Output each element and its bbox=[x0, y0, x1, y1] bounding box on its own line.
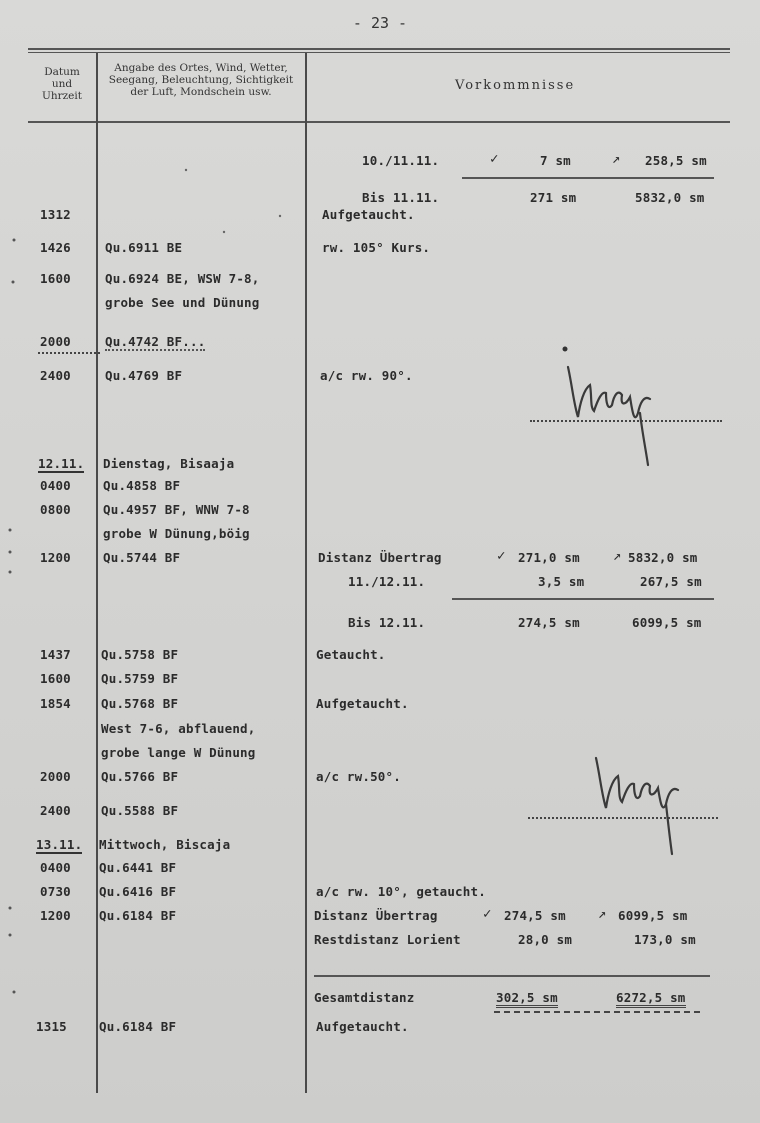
time-1437: 1437 bbox=[40, 647, 71, 662]
weather-1854: West 7-6, abflauend, bbox=[101, 721, 256, 736]
event-1437: Getaucht. bbox=[316, 647, 386, 662]
page-number: - 23 - bbox=[352, 14, 408, 32]
remaining-distance-surfaced: 173,0 sm bbox=[634, 932, 696, 947]
date-12-11: 12.11. bbox=[38, 456, 85, 471]
place-1600: Qu.6924 BE, WSW 7-8, bbox=[105, 271, 260, 286]
event-2400: a/c rw. 90°. bbox=[320, 368, 413, 383]
place-0400-b: Qu.6441 BF bbox=[99, 860, 177, 875]
place-2000: Qu.4742 BF... bbox=[105, 334, 206, 349]
header-date-time: Datum und Uhrzeit bbox=[42, 66, 82, 102]
place-0400: Qu.4858 BF bbox=[103, 478, 181, 493]
distance-carryover-surfaced-2: 6099,5 sm bbox=[618, 908, 688, 923]
time-0400: 0400 bbox=[40, 478, 71, 493]
weather-0800: grobe W Dünung,böig bbox=[103, 526, 250, 541]
total-distance-surfaced: 6272,5 sm bbox=[616, 990, 686, 1008]
event-2000: a/c rw.50°. bbox=[316, 769, 401, 784]
total-until-11-11-label: Bis 11.11. bbox=[362, 190, 440, 205]
place-0730: Qu.6416 BF bbox=[99, 884, 177, 899]
check-mark-icon: ✓ bbox=[483, 906, 492, 922]
total-until-11-11-submerged: 271 sm bbox=[530, 190, 577, 205]
arrow-up-right-icon: ↗ bbox=[612, 151, 621, 167]
day-13-11: Mittwoch, Biscaja bbox=[99, 837, 231, 852]
time-0400-b: 0400 bbox=[40, 860, 71, 875]
distance-period-11-12-submerged: 3,5 sm bbox=[538, 574, 585, 589]
time-0730: 0730 bbox=[40, 884, 71, 899]
place-1315: Qu.6184 BF bbox=[99, 1019, 177, 1034]
event-0730: a/c rw. 10°, getaucht. bbox=[316, 884, 486, 899]
place-2400-b: Qu.5588 BF bbox=[101, 803, 179, 818]
distance-period-11-12: 11./12.11. bbox=[348, 574, 426, 589]
place-1426: Qu.6911 BE bbox=[105, 240, 183, 255]
distance-carryover-label-2: Distanz Übertrag bbox=[314, 908, 438, 923]
distance-carryover-surfaced: 5832,0 sm bbox=[628, 550, 698, 565]
time-0800: 0800 bbox=[40, 502, 71, 517]
place-1200-b: Qu.6184 BF bbox=[99, 908, 177, 923]
time-2400: 2400 bbox=[40, 368, 71, 383]
remaining-distance-lorient-label: Restdistanz Lorient bbox=[314, 932, 461, 947]
place-2400: Qu.4769 BF bbox=[105, 368, 183, 383]
time-1312: 1312 bbox=[40, 207, 71, 222]
time-2000: 2000 bbox=[40, 334, 71, 349]
check-mark-icon: ✓ bbox=[490, 151, 499, 167]
day-12-11: Dienstag, Bisaaja bbox=[103, 456, 235, 471]
remaining-distance-submerged: 28,0 sm bbox=[518, 932, 573, 947]
total-until-12-11-label: Bis 12.11. bbox=[348, 615, 426, 630]
place-1854: Qu.5768 BF bbox=[101, 696, 179, 711]
arrow-up-right-icon: ↗ bbox=[613, 548, 622, 564]
time-1854: 1854 bbox=[40, 696, 71, 711]
header-location-weather: Angabe des Ortes, Wind, Wetter, Seegang, Beleuchtung, Sichtigkeit der Luft, Mondschein usw. bbox=[108, 62, 294, 98]
event-1426: rw. 105° Kurs. bbox=[322, 240, 431, 255]
time-2400-b: 2400 bbox=[40, 803, 71, 818]
distance-period-11-12-surfaced: 267,5 sm bbox=[640, 574, 702, 589]
total-until-12-11-surfaced: 6099,5 sm bbox=[632, 615, 702, 630]
time-1200-b: 1200 bbox=[40, 908, 71, 923]
place-0800: Qu.4957 BF, WNW 7-8 bbox=[103, 502, 250, 517]
check-mark-icon: ✓ bbox=[497, 548, 506, 564]
distance-carryover-label: Distanz Übertrag bbox=[318, 550, 442, 565]
weather-1600: grobe See und Dünung bbox=[105, 295, 260, 310]
time-1600-b: 1600 bbox=[40, 671, 71, 686]
time-1426: 1426 bbox=[40, 240, 71, 255]
total-distance-submerged: 302,5 sm bbox=[496, 990, 558, 1008]
time-1600: 1600 bbox=[40, 271, 71, 286]
time-1315: 1315 bbox=[36, 1019, 67, 1034]
place-1200: Qu.5744 BF bbox=[103, 550, 181, 565]
distance-submerged: 7 sm bbox=[540, 153, 571, 168]
time-2000-b: 2000 bbox=[40, 769, 71, 784]
distance-surfaced: 258,5 sm bbox=[645, 153, 707, 168]
distance-carryover-submerged: 271,0 sm bbox=[518, 550, 580, 565]
total-until-11-11-surfaced: 5832,0 sm bbox=[635, 190, 705, 205]
place-2000-b: Qu.5766 BF bbox=[101, 769, 179, 784]
total-until-12-11-submerged: 274,5 sm bbox=[518, 615, 580, 630]
event-1315: Aufgetaucht. bbox=[316, 1019, 409, 1034]
event-1854: Aufgetaucht. bbox=[316, 696, 409, 711]
total-distance-label: Gesamtdistanz bbox=[314, 990, 415, 1005]
signature-1-text: Lmh bbox=[560, 355, 562, 356]
weather-1854-swell: grobe lange W Dünung bbox=[101, 745, 256, 760]
arrow-up-right-icon: ↗ bbox=[598, 906, 607, 922]
distance-carryover-submerged-2: 274,5 sm bbox=[504, 908, 566, 923]
header-events: Vorkommnisse bbox=[455, 78, 576, 93]
date-13-11: 13.11. bbox=[36, 837, 83, 852]
place-1437: Qu.5758 BF bbox=[101, 647, 179, 662]
place-1600-b: Qu.5759 BF bbox=[101, 671, 179, 686]
event-1312: Aufgetaucht. bbox=[322, 207, 415, 222]
time-1200: 1200 bbox=[40, 550, 71, 565]
distance-period-10-11: 10./11.11. bbox=[362, 153, 440, 168]
